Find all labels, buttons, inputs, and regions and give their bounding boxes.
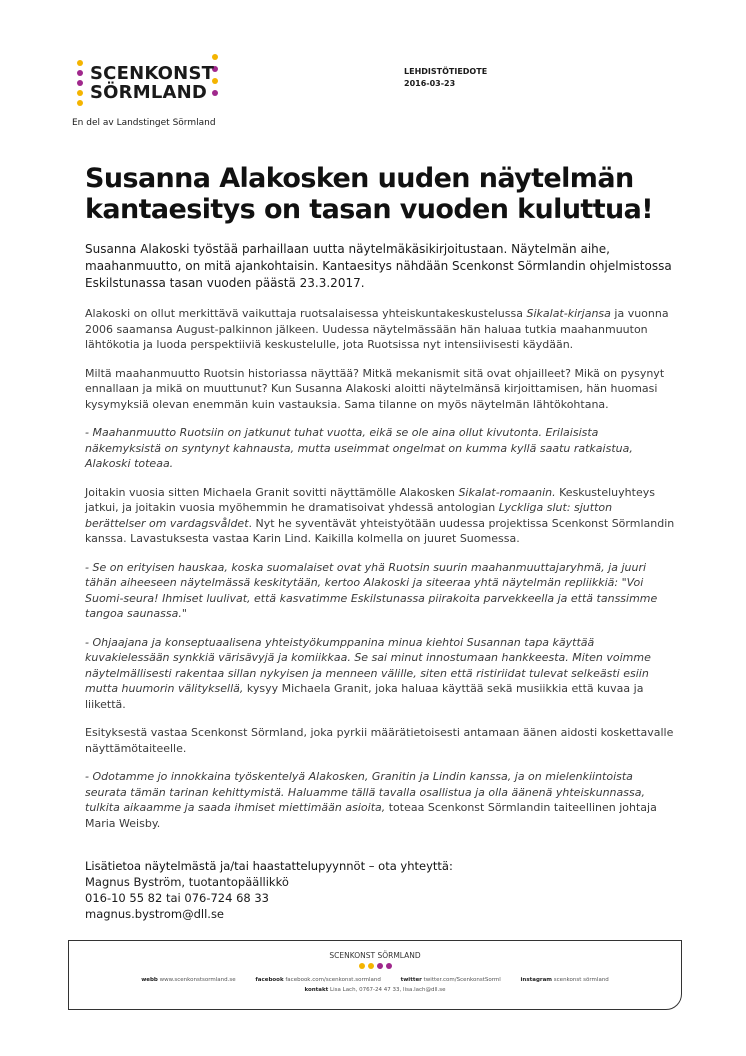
footer-title: SCENKONST SÖRMLAND	[329, 951, 421, 960]
contact-phone: 016-10 55 82 tai 076-724 68 33	[85, 891, 269, 905]
press-date: 2016-03-23	[404, 79, 456, 88]
logo-dot-icon	[77, 70, 83, 76]
footer-kontakt: Lisa Lach, 0767-24 47 33, lisa.lach@dll.se	[330, 987, 446, 993]
footer-webb[interactable]: www.scenkonstsormland.se	[159, 977, 236, 983]
quote-paragraph: - Odotamme jo innokkaina työskentelyä Alakosken, Granitin ja Lindin kanssa, ja on mielenkiintoista seurata tämän tarinan kehittymistä. Haluamme tällä tavalla osallistua ja olla äänenä yhteiskunnassa, tulkita aikaamme ja saada ihmiset miettimään asioita, toteaa Scenkonst Sörmlandin taiteellinen johtaja Maria Weisby.	[85, 770, 657, 830]
logo-dot-icon	[77, 100, 83, 106]
tagline: En del av Landstinget Sörmland	[72, 118, 216, 128]
logo-line1: SCENKONST	[90, 63, 215, 84]
footer-instagram[interactable]: scenkonst sörmland	[553, 977, 609, 983]
quote-paragraph: - Ohjaajana ja konseptuaalisena yhteistyökumppanina minua kiehtoi Susannan tapa käyttää kuvakielessään synkkiä värisävyjä ja komiikkaa. Se sai minut innostumaan hankkeesta. Miten voimme näytelmällisesti rakentaa sillan nykyisen ja menneen välille, siten että ristiriidat tulevat selkeästi esiin mutta huumorin välityksellä, kysyy Michaela Granit, joka haluaa käyttää sekä musiikkia että kuvaa ja liikettä.	[85, 635, 651, 711]
footer	[68, 940, 682, 1010]
lead-paragraph: Susanna Alakoski työstää parhaillaan uutta näytelmäkäsikirjoitustaan. Näytelmän aihe, maahanmuutto, on mitä ajankohtaisin. Kantaesitys nähdään Scenkonst Sörmlandin ohjelmistossa Eskilstunassa tasan vuoden päästä 23.3.2017.	[85, 242, 672, 290]
quote-paragraph: - Maahanmuutto Ruotsiin on jatkunut tuhat vuotta, eikä se ole aina ollut kivutonta. Erilaisista näkemyksistä on syntynyt kahnausta, mutta useimmat ongelmat on kumma kyllä saatu ratkaistua, Alakoski toteaa.	[85, 426, 633, 470]
contact-heading: Lisätietoa näytelmästä ja/tai haastattelupyynnöt – ota yhteyttä:	[85, 859, 453, 873]
footer-dot-icon	[386, 963, 392, 969]
quote-paragraph: - Se on erityisen hauskaa, koska suomalaiset ovat yhä Ruotsin suurin maahanmuuttajaryhmä, ja juuri tähän aiheeseen näytelmässä keskitytään, kertoo Alakoski ja siteeraa yhtä näytelmän repliikkiä: "Voi Suomi-seura! Ihmiset luulivat, että kasvatimme Eskilstunassa piirakoita parvekkeella ja että tanssimme tangoa saunassa."	[85, 560, 658, 620]
contact-email[interactable]: magnus.bystrom@dll.se	[85, 907, 225, 921]
paragraph: Alakoski on ollut merkittävä vaikuttaja ruotsalaisessa yhteiskuntakeskustelussa Sikalat-kirjansa ja vuonna 2006 saamansa August-palkinnon jälkeen. Uudessa näytelmässään hän haluaa tutkia maahanmuuton lähtökotia ja luoda perspektiiviä keskustelulle, jota Ruotsissa nyt intensiivisesti käydään.	[85, 307, 669, 351]
logo	[68, 52, 238, 132]
logo-dot-icon	[212, 54, 218, 60]
press-info	[404, 66, 487, 90]
contact-block	[85, 858, 453, 922]
press-label: LEHDISTÖTIEDOTE	[404, 67, 488, 76]
page-title: Susanna Alakosken uuden näytelmän kantaesitys on tasan vuoden kuluttua!	[85, 163, 654, 225]
contact-name: Magnus Byström, tuotantopäällikkö	[85, 875, 289, 889]
footer-twitter[interactable]: twitter.com/ScenkonstSorml	[423, 977, 501, 983]
logo-line2: SÖRMLAND	[90, 82, 208, 103]
logo-dot-icon	[77, 80, 83, 86]
logo-dot-icon	[77, 90, 83, 96]
footer-dot-icon	[377, 963, 383, 969]
footer-contact: kontakt Lisa Lach, 0767-24 47 33, lisa.lach@dll.se	[304, 987, 446, 993]
logo-text	[90, 64, 214, 102]
paragraph: Joitakin vuosia sitten Michaela Granit sovitti näyttämölle Alakosken Sikalat-romaanin. Keskusteluyhteys jatkui, ja joitakin vuosia myöhemmin he dramatisoivat yhdessä antologian Lyckliga slut: sjutton berättelser om vardagsvåldet. Nyt he syventävät yhteistyötään uudessa projektissa Scenkonst Sörmlandin kanssa. Lavastuksesta vastaa Karin Lind. Kaikilla kolmella on juuret Suomessa.	[85, 485, 675, 545]
footer-dot-icon	[368, 963, 374, 969]
footer-links: webb www.scenkonstsormland.se facebook facebook.com/scenkonst.sormland twitter twitter.com/ScenkonstSorml instagram scenkonst sörmland	[141, 977, 609, 983]
footer-dots	[359, 963, 399, 971]
paragraph: Esityksestä vastaa Scenkonst Sörmland, joka pyrkii määrätietoisesti antamaan äänen aidosti koskettavalle näyttämötaiteelle.	[85, 726, 674, 755]
footer-dot-icon	[359, 963, 365, 969]
article-body	[85, 241, 675, 844]
footer-facebook[interactable]: facebook.com/scenkonst.sormland	[285, 977, 381, 983]
logo-dot-icon	[77, 60, 83, 66]
paragraph: Miltä maahanmuutto Ruotsin historiassa näyttää? Mitkä mekanismit sitä ovat ohjailleet? Mikä on pysynyt ennallaan ja mikä on muuttunut? Kun Susanna Alakoski aloitti näytelmänsä kirjoittamisen, hän huomasi kysymyksiä olevan enemmän kuin vastauksia. Sama tilanne on myös näytelmän lähtökohtana.	[85, 366, 665, 411]
